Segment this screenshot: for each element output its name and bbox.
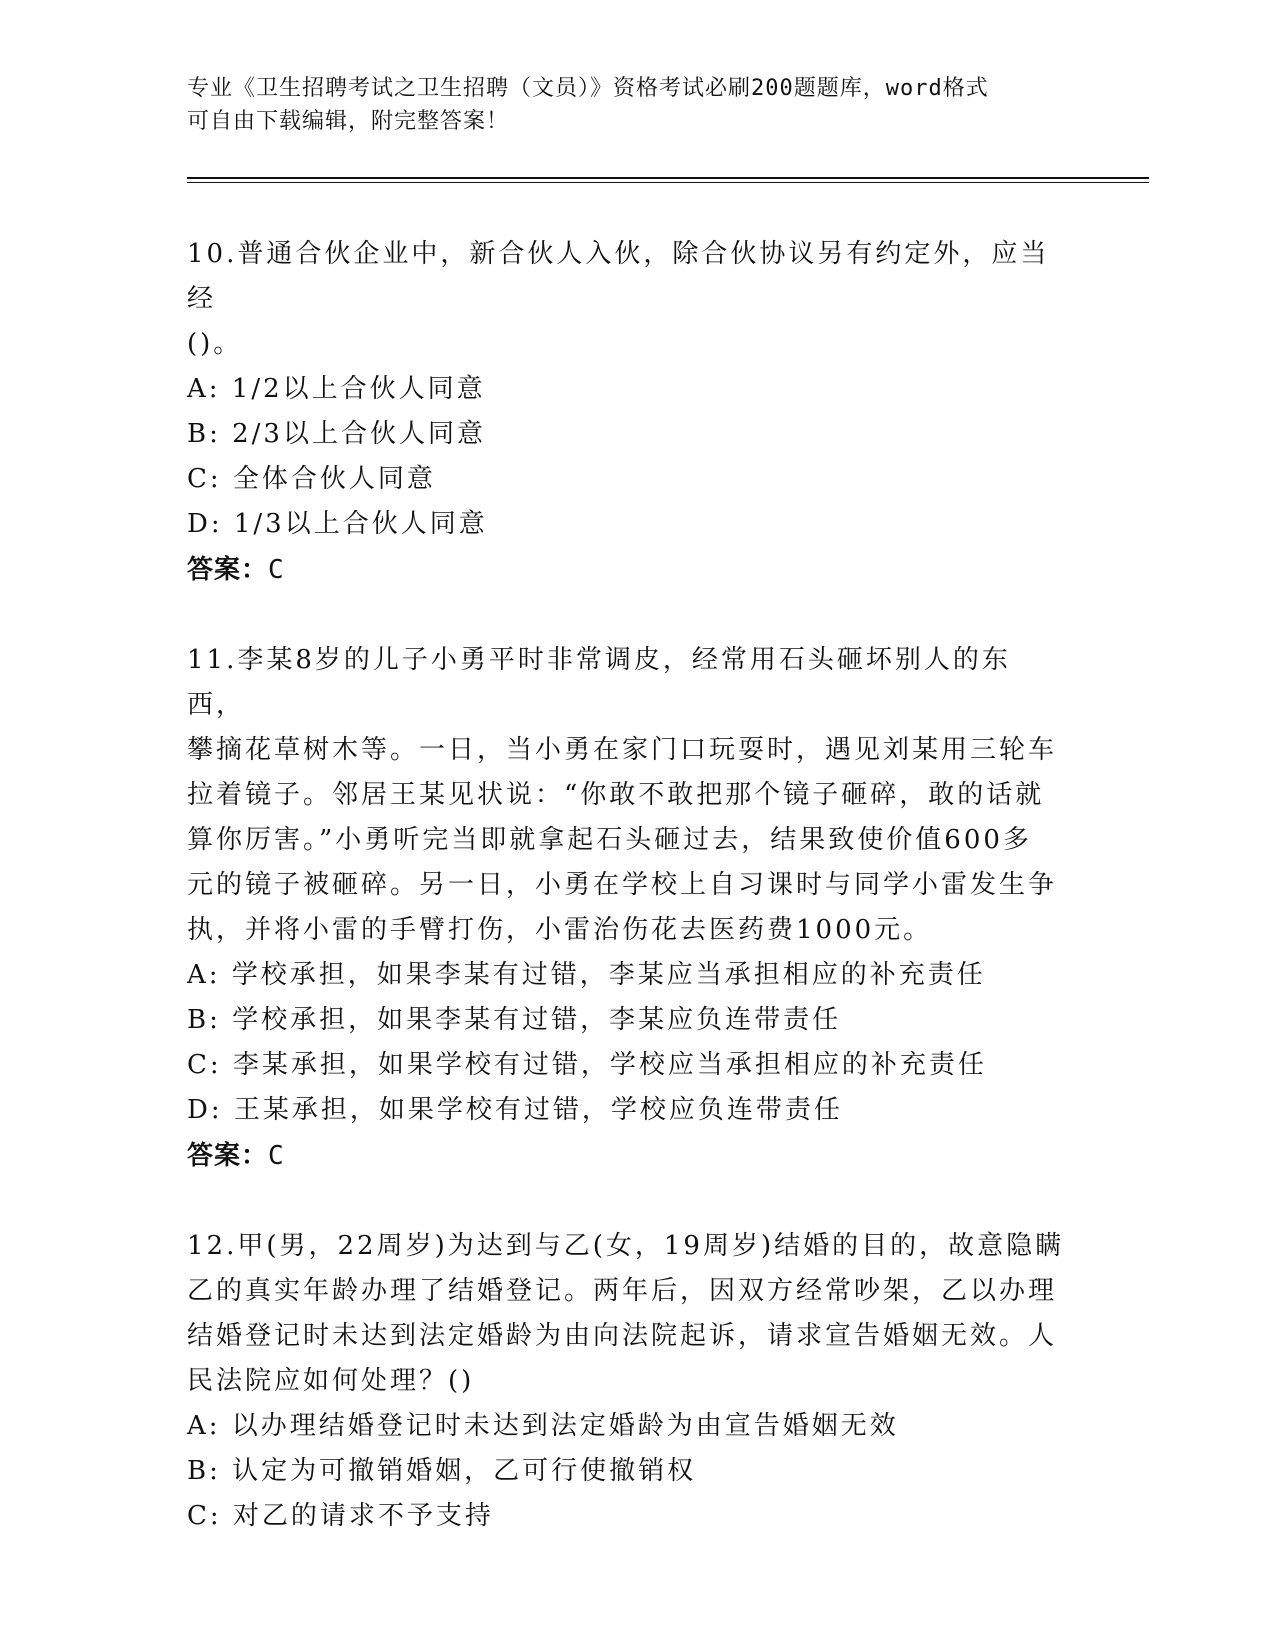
stem-line: 攀摘花草树木等。一日，当小勇在家门口玩耍时，遇见刘某用三轮车: [187, 735, 1058, 765]
stem-line: 12.甲(男，22周岁)为达到与乙(女，19周岁)结婚的目的，故意隐瞒: [187, 1231, 1065, 1261]
question-12: [187, 1224, 1067, 1539]
answer: [187, 1133, 1067, 1179]
option-b: B: 认定为可撤销婚姻，乙可行使撤销权: [187, 1456, 697, 1486]
header-line-1: 专业《卫生招聘考试之卫生招聘（文员）》资格考试必刷200题题库，word格式: [187, 76, 989, 101]
stem-line: 民法院应如何处理？(): [187, 1366, 475, 1396]
question-stem: [187, 232, 1067, 367]
option-c: C: 李某承担，如果学校有过错，学校应当承担相应的补充责任: [187, 1050, 987, 1080]
stem-line: 算你厉害。”小勇听完当即就拿起石头砸过去，结果致使价值600多: [187, 825, 1032, 855]
option-d: D: 1/3以上合伙人同意: [187, 509, 488, 539]
option-a: A: 以办理结婚登记时未达到法定婚龄为由宣告婚姻无效: [187, 1411, 899, 1441]
stem-line: 拉着镜子。邻居王某见状说：“你敢不敢把那个镜子砸碎，敢的话就: [187, 780, 1045, 810]
header-divider-thin: [187, 182, 1149, 183]
answer-value: C: [268, 1141, 285, 1171]
answer-label: 答案：: [187, 1141, 269, 1171]
stem-line: ()。: [187, 329, 243, 359]
answer-value: C: [268, 555, 285, 585]
option-d: D: 王某承担，如果学校有过错，学校应负连带责任: [187, 1095, 843, 1125]
question-11: [187, 638, 1067, 1179]
option-a: A: 1/2以上合伙人同意: [187, 374, 486, 404]
question-stem: [187, 1224, 1067, 1404]
question-10: [187, 232, 1067, 593]
question-stem: [187, 638, 1067, 953]
stem-line: 执，并将小雷的手臂打伤，小雷治伤花去医药费1000元。: [187, 915, 933, 945]
option-b: B: 学校承担，如果李某有过错，李某应负连带责任: [187, 1005, 842, 1035]
stem-line: 11.李某8岁的儿子小勇平时非常调皮，经常用石头砸坏别人的东西，: [187, 645, 1011, 720]
answer: [187, 547, 1067, 593]
header-line-2: 可自由下载编辑，附完整答案！: [187, 109, 510, 134]
stem-line: 乙的真实年龄办理了结婚登记。两年后，因双方经常吵架，乙以办理: [187, 1276, 1058, 1306]
question-list: [187, 232, 1067, 1584]
option-c: C: 对乙的请求不予支持: [187, 1501, 494, 1531]
answer-label: 答案：: [187, 555, 269, 585]
option-a: A: 学校承担，如果李某有过错，李某应当承担相应的补充责任: [187, 960, 986, 990]
stem-line: 10.普通合伙企业中，新合伙人入伙，除合伙协议另有约定外，应当经: [187, 239, 1050, 314]
document-header: [187, 72, 1087, 138]
stem-line: 元的镜子被砸碎。另一日，小勇在学校上自习课时与同学小雷发生争: [187, 870, 1058, 900]
option-b: B: 2/3以上合伙人同意: [187, 419, 486, 449]
option-c: C: 全体合伙人同意: [187, 464, 436, 494]
header-divider-thick: [187, 177, 1149, 179]
stem-line: 结婚登记时未达到法定婚龄为由向法院起诉，请求宣告婚姻无效。人: [187, 1321, 1058, 1351]
